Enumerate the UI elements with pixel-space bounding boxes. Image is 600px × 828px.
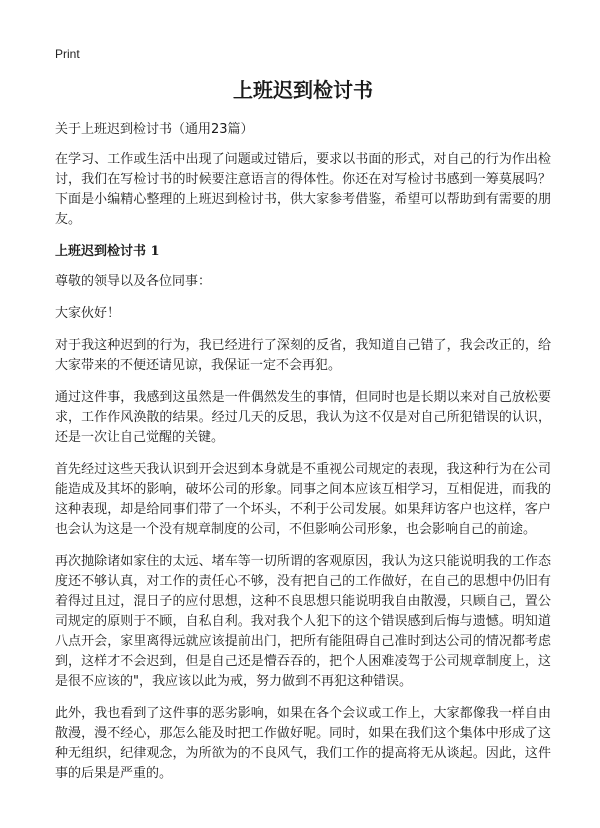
body-paragraph-1: 对于我这种迟到的行为，我已经进行了深刻的反省，我知道自己错了，我会改正的，给大家带来的不便还请见谅，我保证一定不会再犯。 xyxy=(55,338,551,373)
body-paragraph-5: 此外，我也看到了这件事的恶劣影响，如果在各个会议或工作上，大家都像我一样自由散漫，漫不经心，那怎么能及时把工作做好呢。同时，如果在我们这个集体中形成了这种无组织，纪律观念，为所欲为的不良风气，我们工作的提高将无从谈起。因此，这件事的后果是严重的。 xyxy=(55,706,551,781)
body-paragraph-2: 通过这件事，我感到这虽然是一件偶然发生的事情，但同时也是长期以来对自己放松要求，工作作风涣散的结果。经过几天的反思，我认为这不仅是对自己所犯错误的认识，还是一次让自己觉醒的关键。 xyxy=(55,390,551,445)
document-body xyxy=(55,76,551,796)
salutation: 尊敬的领导以及各位同事： xyxy=(55,274,212,289)
document-subtitle: 关于上班迟到检讨书（通用23篇） xyxy=(55,122,254,137)
print-link[interactable]: Print xyxy=(55,47,80,61)
greeting: 大家伙好！ xyxy=(55,306,121,321)
document-title: 上班迟到检讨书 xyxy=(233,78,373,102)
body-paragraph-3: 首先经过这些天我认识到开会迟到本身就是不重视公司规定的表现，我这种行为在公司能造成及其坏的影响，破坏公司的形象。同事之间本应该互相学习，互相促进，而我的这种表现，却是给同事们带了一个坏头，不利于公司发展。如果拜访客户也这样，客户也会认为这是一个没有规章制度的公司，不但影响公司形象，也会影响自己的前途。 xyxy=(55,462,551,537)
section-heading: 上班迟到检讨书 1 xyxy=(55,244,160,259)
body-paragraph-4: 再次抛除诸如家住的太远、堵车等一切所谓的客观原因，我认为这只能说明我的工作态度还不够认真，对工作的责任心不够，没有把自己的工作做好，在自己的思想中仍旧有着得过且过，混日子的应付思想，这种不良思想只能说明我自由散漫，只顾自己，置公司规定的原则于不顾，自私自利。我对我个人犯下的这个错误感到后悔与遗憾。明知道八点开会，家里离得远就应该提前出门，把所有能阻碍自己准时到达公司的情况都考虑到，这样才不会迟到，但是自己还是懵吞吞的，把个人困难凌驾于公司规章制度上，这是很不应该的"，我应该以此为戒，努力做到不再犯这种错误。 xyxy=(55,554,551,689)
intro-paragraph: 在学习、工作或生活中出现了问题或过错后，要求以书面的形式，对自己的行为作出检讨，我们在写检讨书的时候要注意语言的得体性。你还在对写检讨书感到一筹莫展吗？下面是小编精心整理的上班迟到检讨书，供大家参考借鉴，希望可以帮助到有需要的朋友。 xyxy=(55,152,551,227)
